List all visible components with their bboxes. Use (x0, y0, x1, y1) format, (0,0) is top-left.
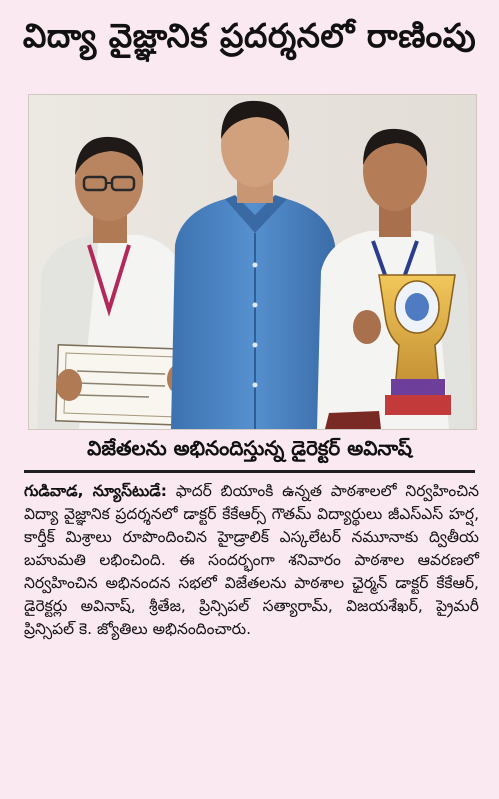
dateline: గుడివాడ, న్యూస్‌టుడే: (24, 482, 167, 500)
photo-caption: విజేతలను అభినందిస్తున్న డైరెక్టర్ అవినాష్ (87, 435, 412, 460)
caption-divider (24, 470, 475, 473)
news-photo (28, 94, 477, 430)
photo-illustration (29, 95, 476, 429)
article-body (24, 480, 479, 641)
headline: విద్యా వైజ్ఞానిక ప్రదర్శనలో రాణింపు (22, 15, 477, 55)
article-text: ఫాదర్ బియాంకి ఉన్నత పాఠశాలలో నిర్వహించిన విద్యా వైజ్ఞానిక ప్రదర్శనలో డాక్టర్ కేకేఆర్స్ గౌతమ్ విద్యార్థులు జీఎస్ఎస్ హర్ష, కార్తీక్ మిశ్రాలు రూపొందించిన హైడ్రాలిక్ ఎస్కలేటర్ నమూనాకు ద్వితీయ బహుమతి లభించింది. ఈ సందర్భంగా శనివారం పాఠశాల ఆవరణలో నిర్వహించిన అభినందన సభలో విజేతలను పాఠశాల ఛైర్మన్ డాక్టర్ కేకేఆర్, డైరెక్టర్లు అవినాష్, శ్రీతేజ, ప్రిన్సిపల్ సత్యారామ్, విజయశేఖర్, ప్రైమరీ ప్రిన్సిపల్ కె. జ్యోతిలు అభినందించారు. (24, 482, 479, 638)
